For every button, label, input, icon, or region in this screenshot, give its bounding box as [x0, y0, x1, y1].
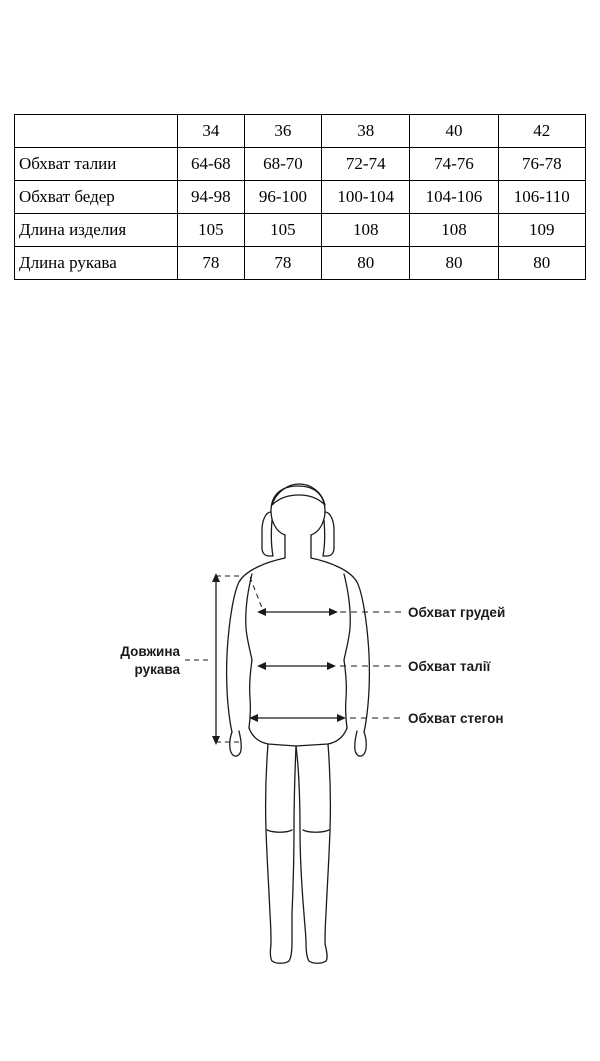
table-cell: 68-70: [244, 148, 321, 181]
bust-dimension: [250, 577, 402, 616]
table-row-header: Обхват талии: [15, 148, 178, 181]
arrow-right-icon: [329, 608, 338, 616]
waist-label: Обхват талії: [408, 659, 491, 674]
table-cell: 100-104: [322, 181, 410, 214]
table-cell: 104-106: [410, 181, 498, 214]
hips-label: Обхват стегон: [408, 711, 504, 726]
female-figure-outline: [227, 484, 370, 963]
table-column-header: 34: [178, 115, 245, 148]
table-column-header: 42: [498, 115, 585, 148]
table-row: [15, 148, 586, 181]
table-row-header: Длина рукава: [15, 247, 178, 280]
table-corner-cell: [15, 115, 178, 148]
table-cell: 106-110: [498, 181, 585, 214]
sleeve-length-dimension: [185, 573, 244, 745]
waist-dimension: [257, 662, 402, 670]
table-cell: 80: [498, 247, 585, 280]
table-cell: 80: [322, 247, 410, 280]
table-header-row: [15, 115, 586, 148]
arrow-up-icon: [212, 573, 220, 582]
table-cell: 94-98: [178, 181, 245, 214]
measurement-diagram: [0, 470, 600, 1030]
arrow-left-icon: [257, 608, 266, 616]
arrow-right-icon: [337, 714, 346, 722]
table-cell: 108: [410, 214, 498, 247]
table-row: [15, 181, 586, 214]
table-row: [15, 247, 586, 280]
bust-label: Обхват грудей: [408, 605, 506, 620]
table-column-header: 38: [322, 115, 410, 148]
bust-upper-guide: [250, 577, 262, 608]
table-cell: 109: [498, 214, 585, 247]
table-cell: 76-78: [498, 148, 585, 181]
table-row-header: Длина изделия: [15, 214, 178, 247]
table-row-header: Обхват бедер: [15, 181, 178, 214]
table-cell: 105: [178, 214, 245, 247]
size-chart-table-wrapper: [14, 114, 586, 280]
table-cell: 78: [244, 247, 321, 280]
hips-dimension: [249, 714, 402, 722]
table-cell: 64-68: [178, 148, 245, 181]
size-chart-table: [14, 114, 586, 280]
table-cell: 74-76: [410, 148, 498, 181]
arrow-down-icon: [212, 736, 220, 745]
table-cell: 72-74: [322, 148, 410, 181]
table-cell: 80: [410, 247, 498, 280]
sleeve-length-label-line1: Довжина: [120, 644, 180, 659]
table-column-header: 36: [244, 115, 321, 148]
table-column-header: 40: [410, 115, 498, 148]
sleeve-length-label-line2: рукава: [134, 662, 180, 677]
table-cell: 108: [322, 214, 410, 247]
arrow-right-icon: [327, 662, 336, 670]
table-cell: 78: [178, 247, 245, 280]
arrow-left-icon: [257, 662, 266, 670]
table-row: [15, 214, 586, 247]
table-cell: 96-100: [244, 181, 321, 214]
table-cell: 105: [244, 214, 321, 247]
